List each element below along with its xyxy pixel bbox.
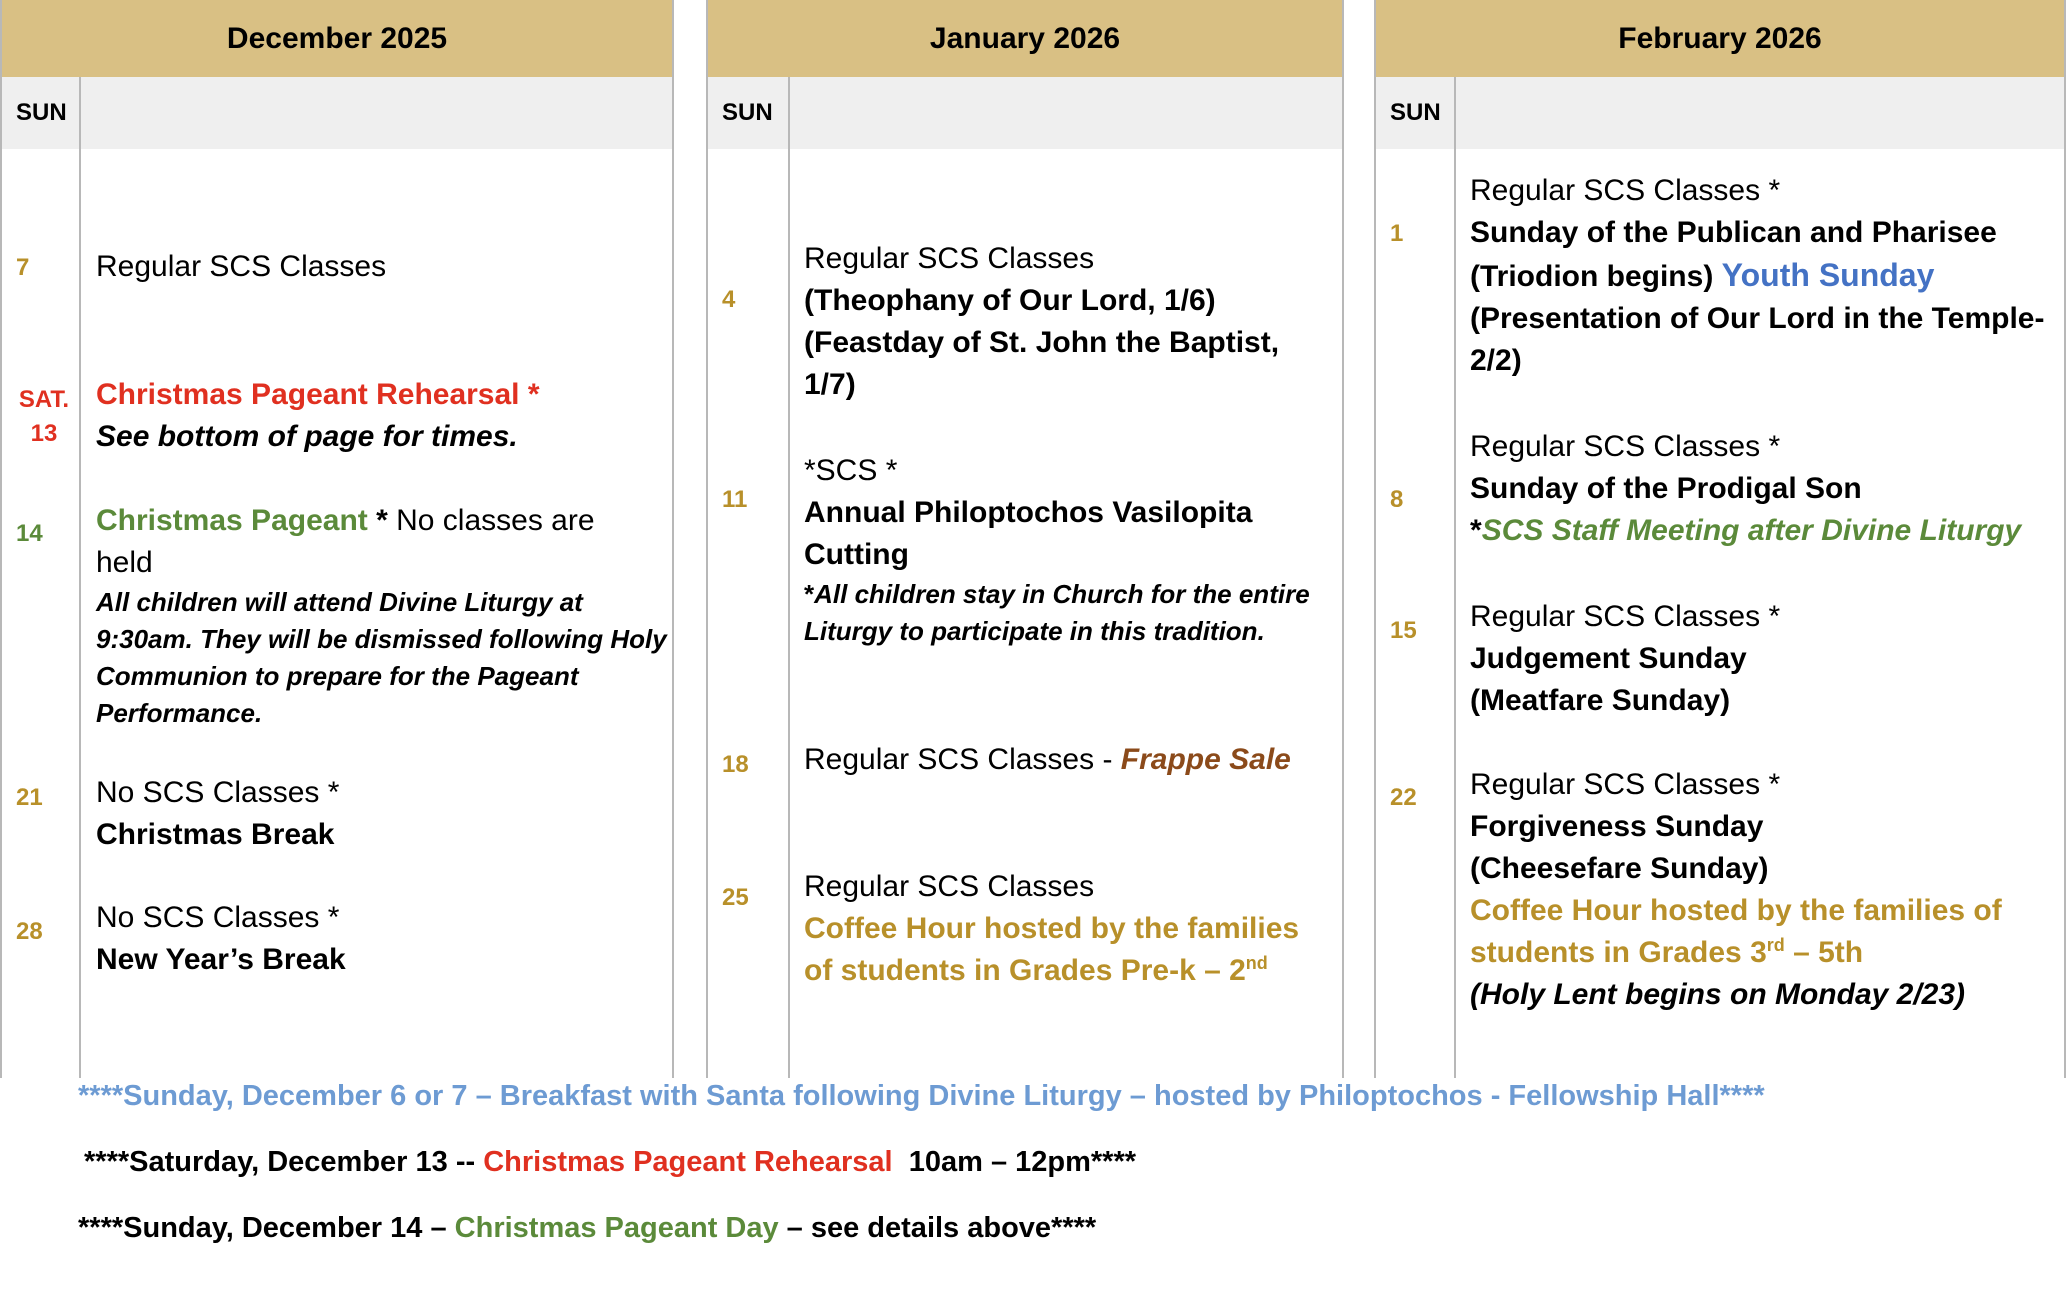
footer-pageant-day <box>78 1212 1096 1245</box>
day-header-sun: SUN <box>16 99 67 126</box>
date-sat-label: SAT. <box>18 386 70 413</box>
date-sat-13 <box>14 383 74 451</box>
event-title: Regular SCS Classes * <box>1470 174 1781 207</box>
coffee-hour <box>804 950 1299 992</box>
event-title: Regular SCS Classes <box>96 250 387 283</box>
frappe-sale: Frappe Sale <box>1120 743 1291 776</box>
event-feb-15 <box>1470 596 1780 722</box>
event-line <box>96 500 667 542</box>
event-note: (Holy Lent begins on Monday 2/23) <box>1470 978 1966 1011</box>
event-note: All children will attend Divine Liturgy at <box>96 587 583 617</box>
staff-meeting: SCS Staff Meeting after Divine Liturgy <box>1481 514 2022 547</box>
month-february <box>1374 0 2066 1078</box>
date-18: 18 <box>722 751 749 778</box>
event-title: Christmas Pageant <box>96 504 368 537</box>
event-line: 1/7) <box>804 368 856 401</box>
event-note <box>1470 510 2021 552</box>
date-25: 25 <box>722 884 749 911</box>
event-jan-4 <box>804 238 1279 406</box>
day-header-row <box>708 77 1342 149</box>
event-line: (Feastday of St. John the Baptist, <box>804 326 1280 359</box>
footer-highlight: Christmas Pageant Rehearsal <box>483 1146 893 1178</box>
superscript: nd <box>1245 953 1268 973</box>
event-title: No SCS Classes * <box>96 776 340 809</box>
event-line <box>1470 254 2044 298</box>
event-star: * <box>1470 514 1482 547</box>
footer-text: – see details above**** <box>778 1212 1097 1244</box>
event-line: Judgement Sunday <box>1470 642 1747 675</box>
footer-text: 10am – 12pm**** <box>892 1146 1137 1178</box>
coffee-hour: Coffee Hour hosted by the families of <box>1470 894 2002 927</box>
event-title: Regular SCS Classes - <box>804 743 1121 776</box>
event-title: Regular SCS Classes <box>804 242 1095 275</box>
month-december <box>0 0 674 1078</box>
superscript: rd <box>1766 935 1785 955</box>
date-13: 13 <box>30 420 58 447</box>
event-line: 2/2) <box>1470 344 1522 377</box>
coffee-hour-text: students in Grades 3 <box>1470 936 1767 969</box>
event-title: Christmas Pageant Rehearsal * <box>96 378 540 411</box>
day-header-row <box>2 77 672 149</box>
triodion-text: (Triodion begins) <box>1470 260 1722 293</box>
date-1: 1 <box>1390 220 1404 247</box>
date-28: 28 <box>16 918 43 945</box>
footer-text: ****Saturday, December 13 -- <box>84 1146 484 1178</box>
coffee-hour-text: of students in Grades Pre-k – 2 <box>804 954 1246 987</box>
event-jan-11 <box>804 450 1310 650</box>
event-line: Cutting <box>804 538 909 571</box>
month-title: December 2025 <box>2 0 672 77</box>
date-4: 4 <box>722 286 736 313</box>
date-14: 14 <box>16 520 43 547</box>
event-star: * <box>804 579 815 609</box>
day-header-sun: SUN <box>722 99 773 126</box>
event-dec-14 <box>96 500 667 732</box>
event-note: Performance. <box>96 698 263 728</box>
event-title: *SCS * <box>804 454 898 487</box>
month-title: January 2026 <box>708 0 1342 77</box>
event-feb-22 <box>1470 764 2002 1016</box>
event-title: Regular SCS Classes * <box>1470 768 1781 801</box>
event-line: Annual Philoptochos Vasilopita <box>804 496 1253 529</box>
month-title: February 2026 <box>1376 0 2064 77</box>
event-text: held <box>96 546 153 579</box>
event-dec-21 <box>96 772 339 856</box>
event-jan-25 <box>804 866 1299 992</box>
event-jan-18 <box>804 739 1291 781</box>
event-title: Regular SCS Classes * <box>1470 600 1781 633</box>
date-7: 7 <box>16 254 30 281</box>
event-feb-1 <box>1470 170 2044 382</box>
event-line: (Cheesefare Sunday) <box>1470 852 1769 885</box>
month-january <box>706 0 1344 1078</box>
footer-breakfast-santa: ****Sunday, December 6 or 7 – Breakfast with Santa following Divine Liturgy – hosted by Philoptochos - Fellowship Hall**** <box>78 1080 1765 1112</box>
coffee-hour-text: – 5th <box>1784 936 1864 969</box>
event-star: * <box>367 504 397 537</box>
event-line: Forgiveness Sunday <box>1470 810 1764 843</box>
date-8: 8 <box>1390 486 1404 513</box>
column-divider <box>1454 77 1456 1078</box>
event-note: Communion to prepare for the Pageant <box>96 661 579 691</box>
event-title: Regular SCS Classes * <box>1470 430 1781 463</box>
event-dec-28 <box>96 897 346 981</box>
youth-sunday: Youth Sunday <box>1721 257 1935 293</box>
event-dec-7 <box>96 246 386 288</box>
date-15: 15 <box>1390 617 1417 644</box>
event-title: No SCS Classes * <box>96 901 340 934</box>
date-11: 11 <box>722 486 748 513</box>
event-subtitle: New Year’s Break <box>96 943 346 976</box>
event-title: Regular SCS Classes <box>804 870 1095 903</box>
event-subtitle: Christmas Break <box>96 818 335 851</box>
event-text: No classes are <box>396 504 595 537</box>
footer-pageant-rehearsal <box>84 1146 1136 1179</box>
coffee-hour <box>1470 932 2002 974</box>
date-22: 22 <box>1390 784 1417 811</box>
coffee-hour: Coffee Hour hosted by the families <box>804 912 1300 945</box>
event-line: Sunday of the Prodigal Son <box>1470 472 1862 505</box>
event-line <box>804 739 1291 781</box>
event-note: 9:30am. They will be dismissed following Holy <box>96 624 667 654</box>
event-note: See bottom of page for times. <box>96 420 518 453</box>
event-feb-8 <box>1470 426 2021 552</box>
day-header-row <box>1376 77 2064 149</box>
event-note: Liturgy to participate in this tradition. <box>804 616 1265 646</box>
column-divider <box>788 77 790 1078</box>
footer-text: ****Sunday, December 14 – <box>78 1212 455 1244</box>
day-header-sun: SUN <box>1390 99 1441 126</box>
footer-highlight: Christmas Pageant Day <box>454 1212 779 1244</box>
event-note-text: All children stay in Church for the entire <box>814 579 1310 609</box>
date-21: 21 <box>16 784 43 811</box>
column-divider <box>79 77 81 1078</box>
event-line: (Theophany of Our Lord, 1/6) <box>804 284 1216 317</box>
event-line: (Meatfare Sunday) <box>1470 684 1731 717</box>
event-line: Sunday of the Publican and Pharisee <box>1470 216 1997 249</box>
event-note <box>804 576 1310 613</box>
event-line: (Presentation of Our Lord in the Temple- <box>1470 302 2045 335</box>
event-dec-13 <box>96 374 540 458</box>
